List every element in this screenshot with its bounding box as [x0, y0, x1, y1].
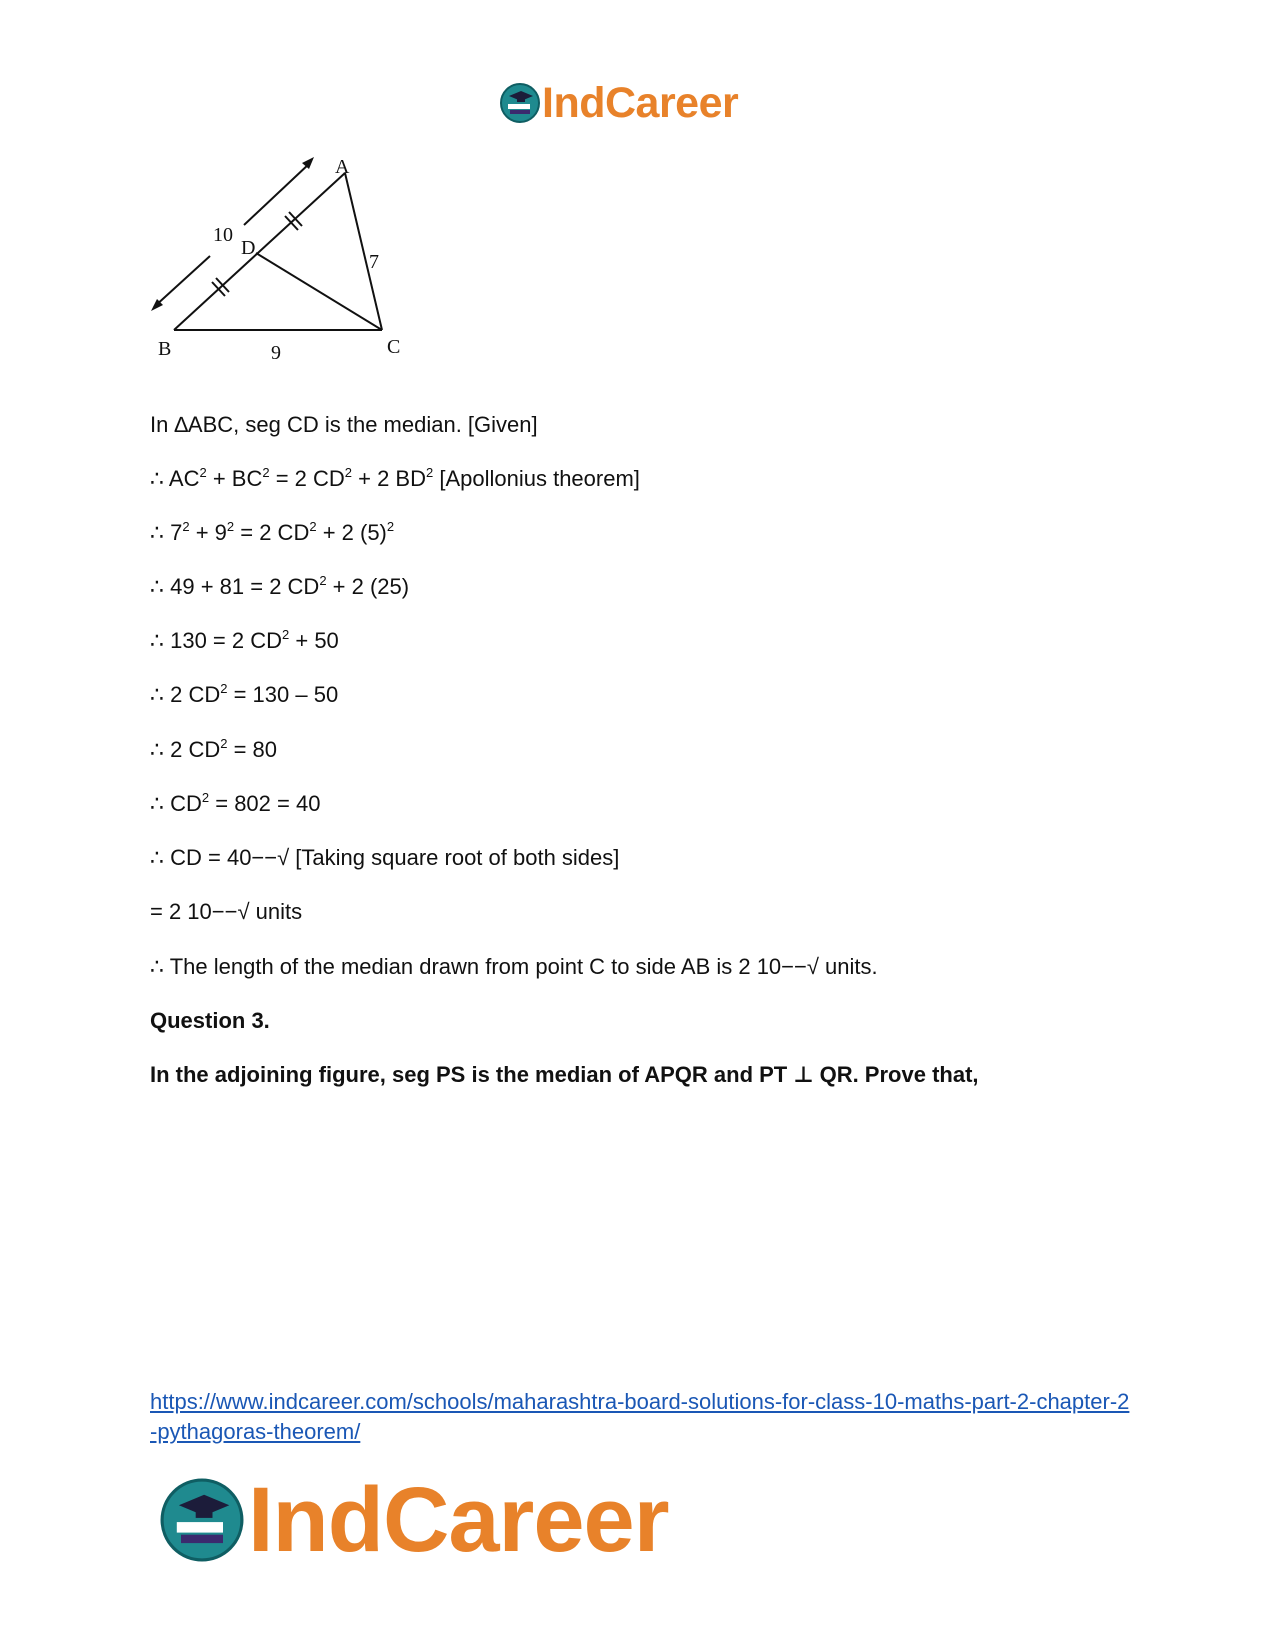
triangle-figure [148, 155, 428, 380]
globe-books-icon [160, 1478, 244, 1562]
median-cd [256, 253, 382, 330]
text-line-7: ∴ 2 $CD^2 = 80$ [150, 736, 278, 762]
question-title: Question 3. [150, 1008, 270, 1033]
text-line-1: In ∆ABC, seg CD is the median. [Given] [150, 412, 538, 437]
text-line-6: ∴ 2 $CD^2 = 130 - 50$ [150, 681, 339, 707]
footer-logo [160, 1470, 669, 1570]
side-label-bc: 9 [271, 342, 281, 364]
text-line-8: ∴ $CD^2 = 802 = 40$ [150, 790, 321, 816]
source-link[interactable]: https://www.indcareer.com/schools/maharashtra-board-solutions-for-class-10-maths-part-2-chapter-2-pythagoras-theorem/ [150, 1389, 1130, 1444]
text-line-4: ∴ 49 + 81 = 2 $CD^2 + 2$ (25) [150, 573, 410, 599]
text-line-10: = 2 10−−√ units [150, 899, 303, 924]
text-line-5: ∴ 130 = 2 $CD^2 + 50$ [150, 627, 339, 653]
text-line-2: ∴ $AC^2 + BC^2 = 2$ $CD^2 + 2$ $BD^2$ [Apollonius theorem] [150, 465, 640, 491]
brand-name: IndCareer [542, 78, 739, 127]
side-label-ac: 7 [369, 251, 379, 273]
brand-name: IndCareer [248, 1469, 669, 1571]
question-body: In the adjoining figure, seg PS is the median of APQR and PT ⊥ QR. Prove that, [150, 1062, 979, 1087]
side-ab [174, 173, 345, 330]
text-line-11: ∴ The length of the median drawn from point C to side AB is 2 10−−√ units. [150, 954, 878, 979]
vertex-label-b: B [158, 338, 172, 360]
text-line-3: ∴ $7^2 + 9^2 = 2$ $CD^2 + 2$ $(5)^2$ [150, 519, 395, 545]
header-logo [500, 80, 738, 126]
side-label-ab: 10 [213, 224, 233, 246]
vertex-label-d: D [241, 237, 256, 259]
text-line-9: ∴ CD = 40−−√ [Taking square root of both sides] [150, 845, 620, 870]
globe-books-icon [500, 83, 540, 123]
vertex-label-a: A [335, 156, 350, 178]
vertex-label-c: C [387, 336, 401, 358]
